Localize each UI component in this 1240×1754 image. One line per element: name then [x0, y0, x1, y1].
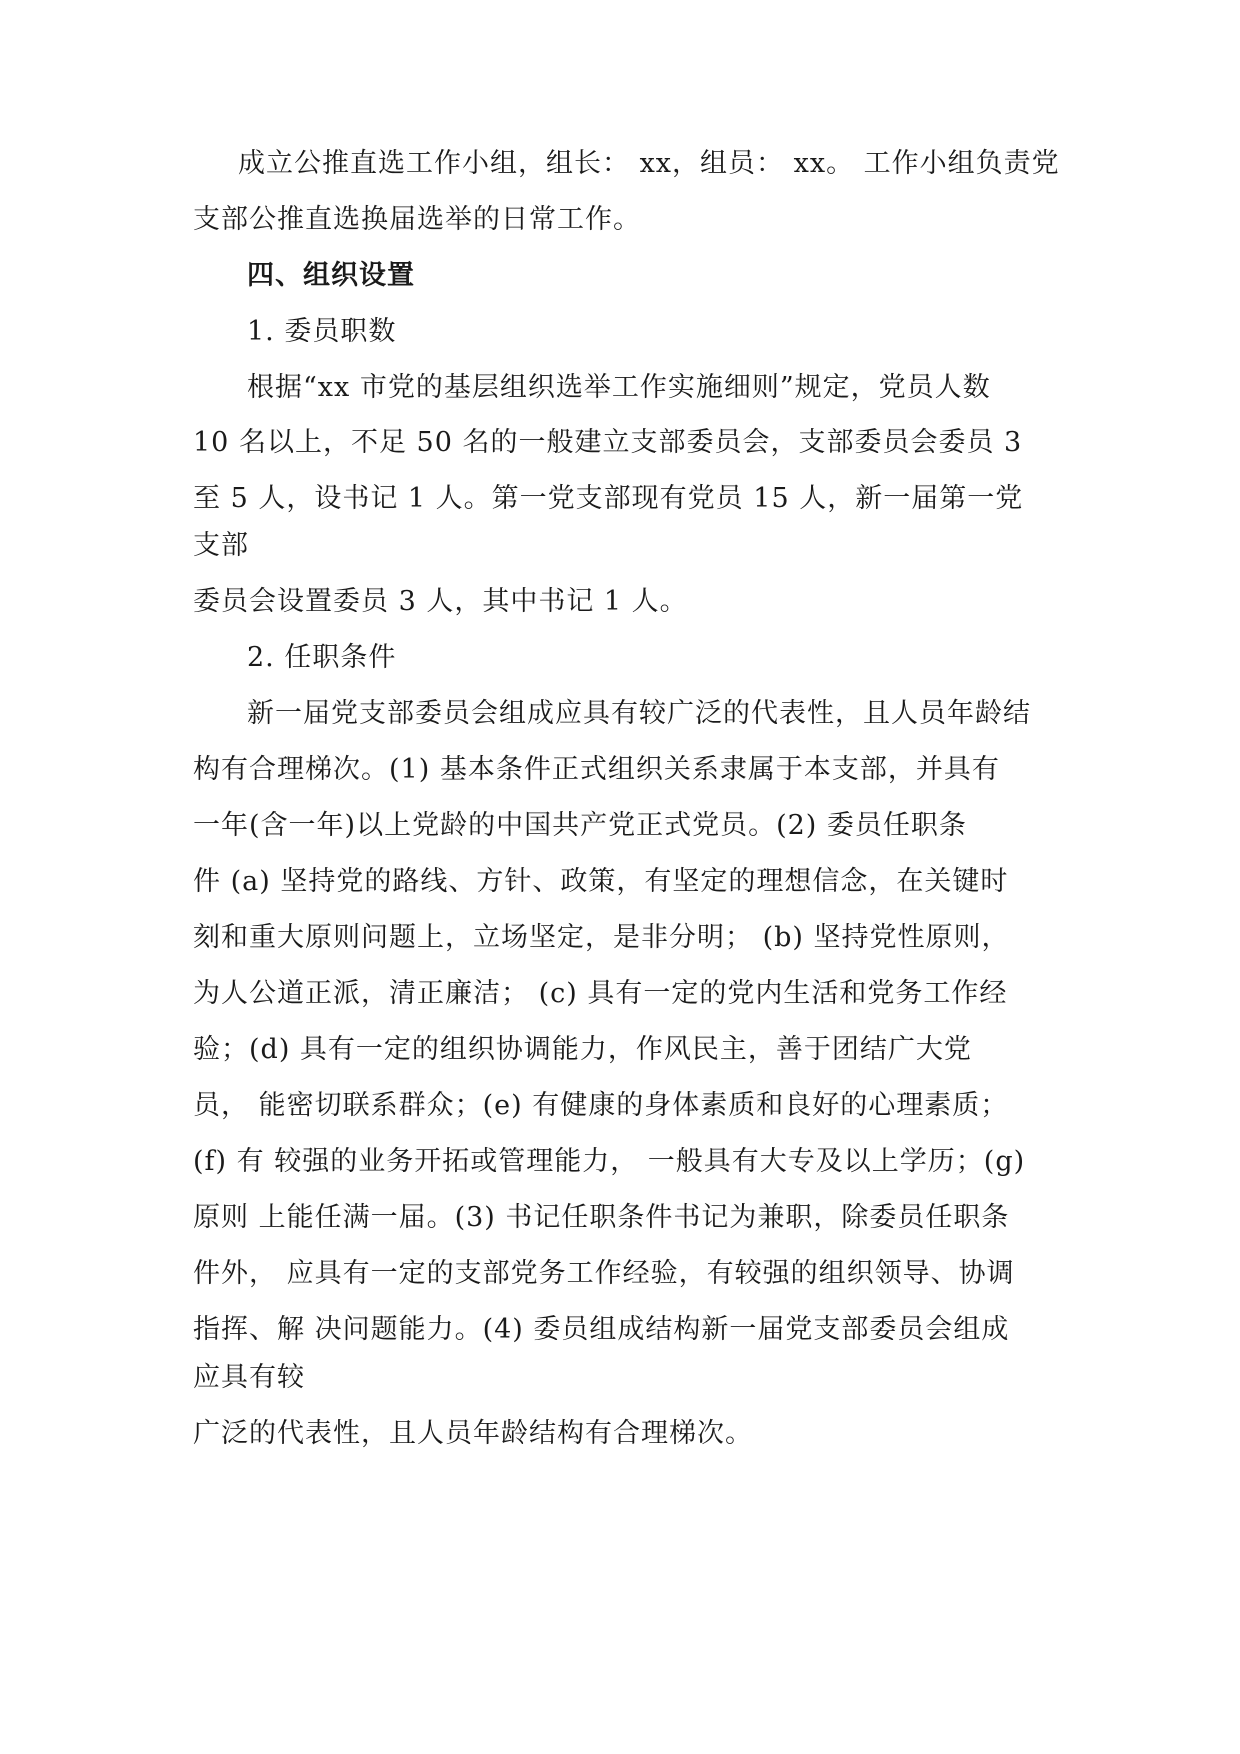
paragraph-line: 新一届党支部委员会组成应具有较广泛的代表性，且人员年龄结: [247, 698, 1031, 729]
paragraph-line: 员， 能密切联系群众；(e) 有健康的身体素质和良好的心理素质；: [193, 1090, 1009, 1121]
paragraph-line: 支部: [193, 530, 249, 561]
paragraph-line: 件外， 应具有一定的支部党务工作经验，有较强的组织领导、协调: [193, 1258, 1015, 1289]
paragraph-line: 委员会设置委员 3 人，其中书记 1 人。: [193, 586, 688, 617]
paragraph-line: 指挥、解 决问题能力。(4) 委员组成结构新一届党支部委员会组成: [193, 1314, 1010, 1345]
paragraph-line: 验；(d) 具有一定的组织协调能力，作风民主，善于团结广大党: [193, 1034, 972, 1065]
paragraph-line: 根据“xx 市党的基层组织选举工作实施细则”规定，党员人数: [247, 372, 991, 403]
paragraph-line: (f) 有 较强的业务开拓或管理能力， 一般具有大专及以上学历；(g): [193, 1146, 1026, 1177]
paragraph-line: 10 名以上，不足 50 名的一般建立支部委员会，支部委员会委员 3: [193, 427, 1023, 458]
paragraph-line: 成立公推直选工作小组，组长： xx，组员： xx。 工作小组负责党: [238, 148, 1060, 179]
paragraph-line: 一年(含一年)以上党龄的中国共产党正式党员。(2) 委员任职条: [193, 810, 967, 841]
subsection-heading: 2. 任职条件: [247, 642, 397, 673]
paragraph-line: 构有合理梯次。(1) 基本条件正式组织关系隶属于本支部，并具有: [193, 754, 1000, 785]
paragraph-line: 支部公推直选换届选举的日常工作。: [193, 204, 641, 235]
paragraph-line: 至 5 人，设书记 1 人。第一党支部现有党员 15 人，新一届第一党: [193, 483, 1024, 514]
paragraph-line: 件 (a) 坚持党的路线、方针、政策，有坚定的理想信念，在关键时: [193, 866, 1009, 897]
paragraph-line: 为人公道正派，清正廉洁； (c) 具有一定的党内生活和党务工作经: [193, 978, 1008, 1009]
subsection-heading: 1. 委员职数: [247, 316, 397, 347]
paragraph-line: 应具有较: [193, 1362, 305, 1393]
paragraph-line: 广泛的代表性，且人员年龄结构有合理梯次。: [193, 1418, 753, 1449]
paragraph-line: 刻和重大原则问题上，立场坚定，是非分明； (b) 坚持党性原则，: [193, 922, 1010, 953]
section-heading: 四、组织设置: [247, 260, 415, 291]
paragraph-line: 原则 上能任满一届。(3) 书记任职条件书记为兼职，除委员任职条: [193, 1202, 1010, 1233]
